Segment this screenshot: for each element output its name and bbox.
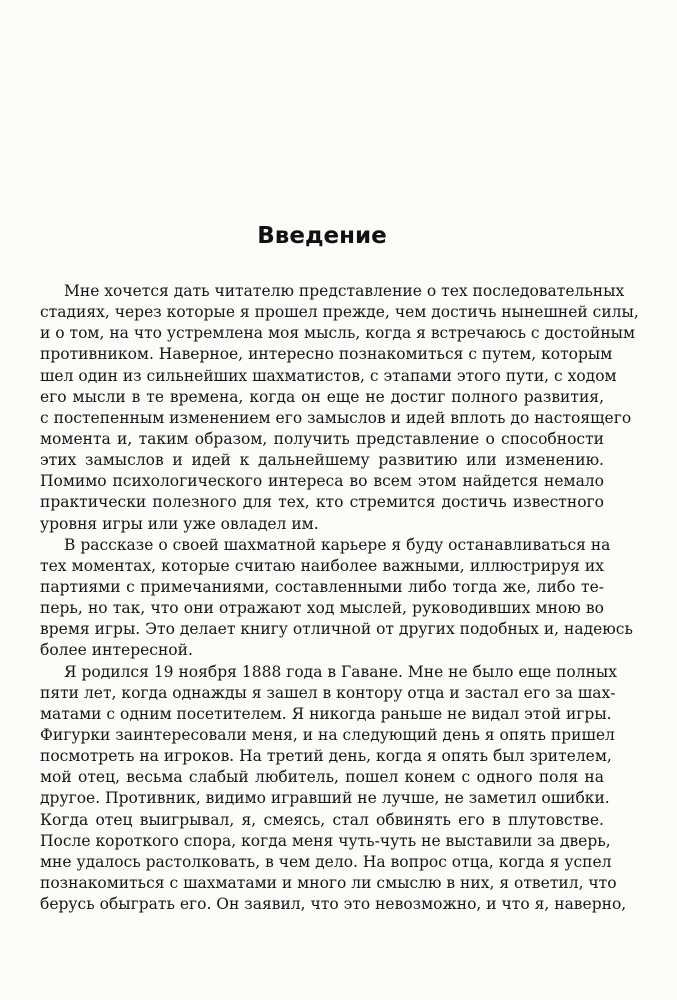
text-line: его мысли в те времена, когда он еще не достиг полного развития, xyxy=(40,387,604,406)
text-line: время игры. Это делает книгу отличной от других подобных и, надеюсь xyxy=(40,620,633,639)
text-line: противником. Наверное, интересно познакомиться с путем, которым xyxy=(40,345,613,364)
paragraph-1 xyxy=(40,281,639,535)
text-line: шел один из сильнейших шахматистов, с этапами этого пути, с ходом xyxy=(40,366,617,385)
text-line: познакомиться с шахматами и много ли смыслю в них, я ответил, что xyxy=(40,873,617,892)
text-line: практически полезного для тех, кто стремится достичь известного xyxy=(40,493,604,512)
text-line: Фигурки заинтересовали меня, и на следующий день я опять пришел xyxy=(40,725,615,744)
text-line: с постепенным изменением его замыслов и идей вплоть до настоящего xyxy=(40,408,632,427)
text-line: мой отец, весьма слабый любитель, пошел конем с одного поля на xyxy=(40,768,604,787)
text-line: этих замыслов и идей к дальнейшему развитию или изменению. xyxy=(40,451,604,470)
paragraph-3 xyxy=(40,662,627,916)
paragraph-2 xyxy=(40,535,633,662)
text-line: посмотреть на игроков. На третий день, когда я опять был зрителем, xyxy=(40,747,612,766)
text-line: матами с одним посетителем. Я никогда раньше не видал этой игры. xyxy=(40,704,612,723)
text-line: уровня игры или уже овладел им. xyxy=(40,514,319,533)
text-line: Я родился 19 ноября 1888 года в Гаване. Мне не было еще полных xyxy=(64,662,617,681)
text-line: Помимо психологического интереса во всем этом найдется немало xyxy=(40,472,604,491)
chapter-title: Введение xyxy=(257,223,387,249)
text-line: момента и, таким образом, получить представление о способности xyxy=(40,429,604,448)
text-line: тех моментах, которые считаю наиболее важными, иллюстрируя их xyxy=(40,556,604,575)
text-line: партиями с примечаниями, составленными либо тогда же, либо те- xyxy=(40,577,604,596)
text-line: более интересной. xyxy=(40,641,193,660)
text-line: другое. Противник, видимо игравший не лучше, не заметил ошибки. xyxy=(40,789,610,808)
text-line: мне удалось растолковать, в чем дело. На вопрос отца, когда я успел xyxy=(40,852,612,871)
body-text xyxy=(40,281,639,915)
text-line: После короткого спора, когда меня чуть-чуть не выставили за дверь, xyxy=(40,831,611,850)
text-line: стадиях, через которые я прошел прежде, чем достичь нынешней силы, xyxy=(40,303,639,322)
text-line: Когда отец выигрывал, я, смеясь, стал обвинять его в плутовстве. xyxy=(40,810,604,829)
text-line: перь, но так, что они отражают ход мыслей, руководивших мною во xyxy=(40,599,604,618)
text-line: В рассказе о своей шахматной карьере я буду останавливаться на xyxy=(64,535,611,554)
text-line: берусь обыграть его. Он заявил, что это невозможно, и что я, наверно, xyxy=(40,895,627,914)
text-line: и о том, на что устремлена моя мысль, когда я встречаюсь с достойным xyxy=(40,324,636,343)
text-line: пяти лет, когда однажды я зашел в контору отца и застал его за шах- xyxy=(40,683,616,702)
text-line: Мне хочется дать читателю представление о тех последовательных xyxy=(64,282,625,300)
